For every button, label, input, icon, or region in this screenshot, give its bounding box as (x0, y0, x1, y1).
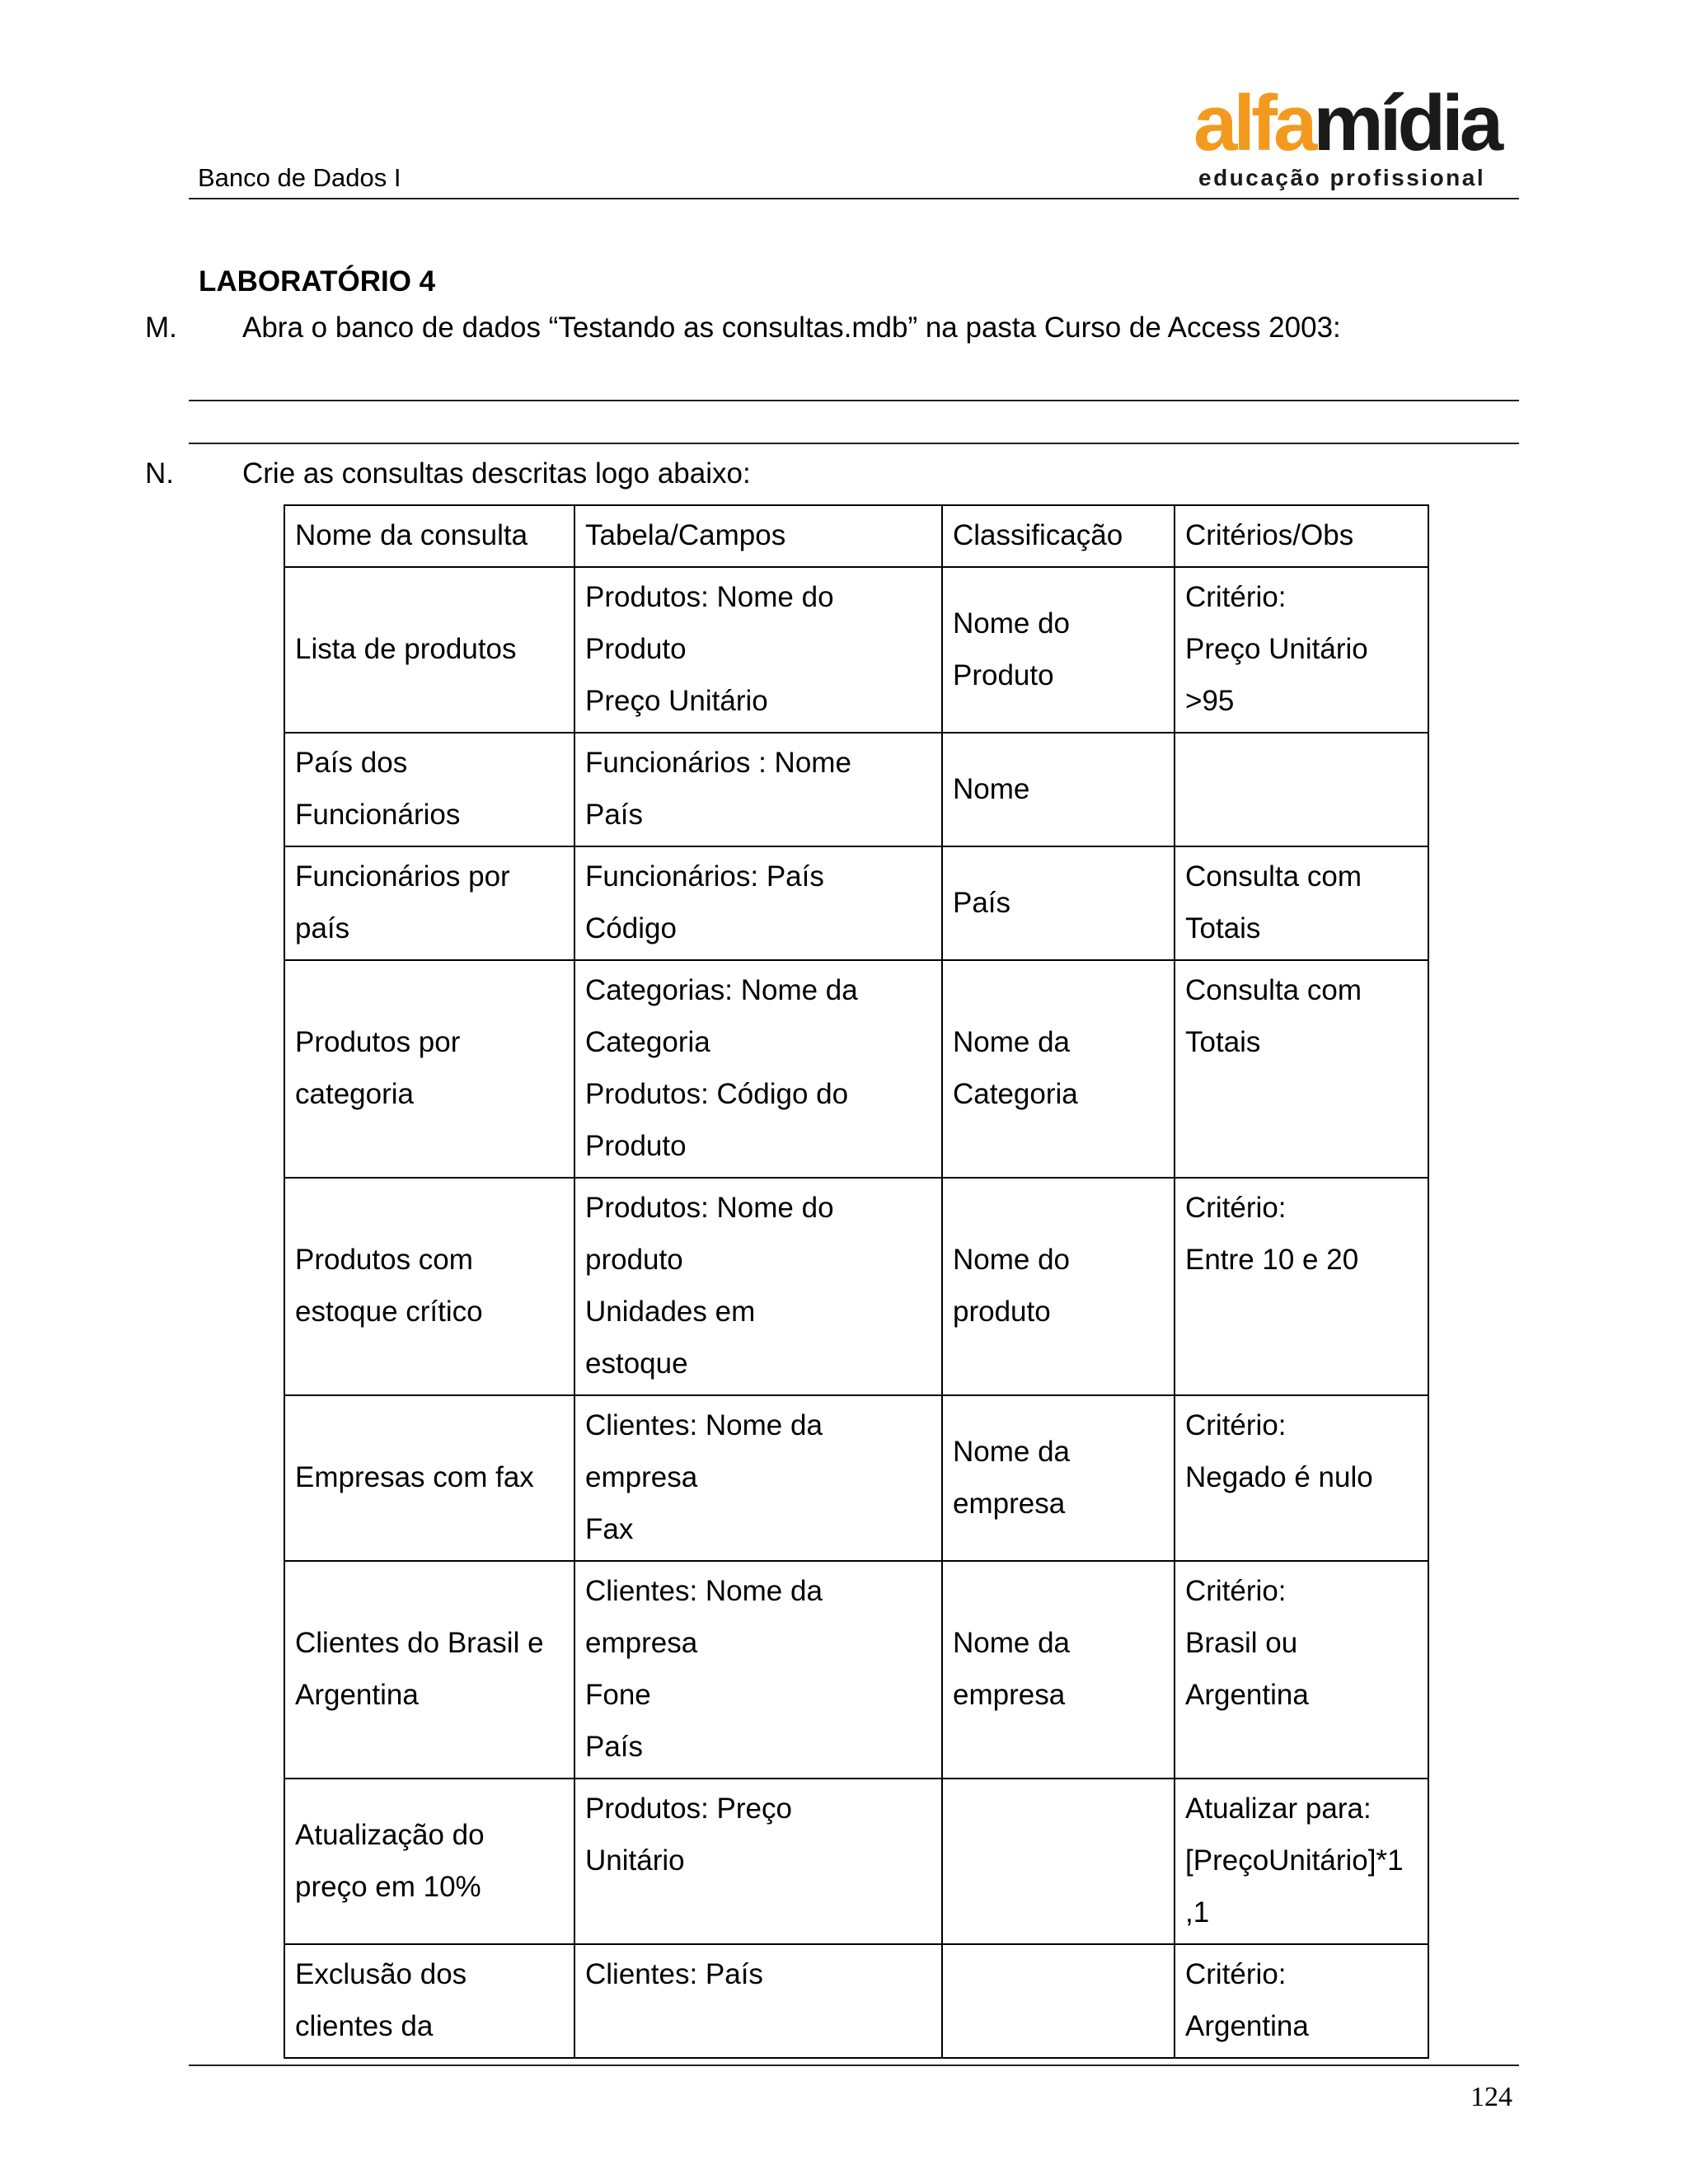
header-divider (189, 198, 1519, 199)
table-row (284, 1561, 1428, 1779)
table-cell: Produtos: Nome do Produto Preço Unitário (574, 567, 942, 733)
logo-tagline: educação profissional (1198, 165, 1486, 190)
page-number: 124 (1470, 2082, 1512, 2112)
table-cell (1175, 733, 1428, 846)
header-cell: Tabela/Campos (574, 505, 942, 567)
table-cell: Critério: Negado é nulo (1175, 1395, 1428, 1561)
table-cell: Produtos: Preço Unitário (574, 1779, 942, 1944)
table-cell: Lista de produtos (284, 567, 574, 733)
logo-wordmark: alfamídia (1193, 79, 1500, 167)
answer-line (189, 443, 1519, 444)
footer-divider (189, 2064, 1519, 2066)
item-marker-n: N. (145, 457, 174, 490)
table-cell: Critério: Argentina (1175, 1944, 1428, 2058)
table-row (284, 960, 1428, 1178)
table-cell: Exclusão dos clientes da (284, 1944, 574, 2058)
table-cell: Produtos: Nome do produto Unidades em estoque (574, 1178, 942, 1395)
table-cell: Clientes: País (574, 1944, 942, 2058)
item-text-n: Crie as consultas descritas logo abaixo: (242, 457, 751, 490)
table-cell: Atualização do preço em 10% (284, 1779, 574, 1944)
header-cell: Nome da consulta (284, 505, 574, 567)
table-cell: Categorias: Nome da Categoria Produtos: Código do Produto (574, 960, 942, 1178)
table-row (284, 567, 1428, 733)
table-cell: Critério: Preço Unitário >95 (1175, 567, 1428, 733)
table-row (284, 1944, 1428, 2058)
table-cell: Funcionários: País Código (574, 846, 942, 960)
table-cell: Nome da empresa (942, 1395, 1175, 1561)
table-cell: Funcionários por país (284, 846, 574, 960)
table-row (284, 733, 1428, 846)
table-cell: Critério: Brasil ou Argentina (1175, 1561, 1428, 1779)
table-cell: Consulta com Totais (1175, 846, 1428, 960)
table-row (284, 1779, 1428, 1944)
table-cell: Consulta com Totais (1175, 960, 1428, 1178)
table-cell: Produtos com estoque crítico (284, 1178, 574, 1395)
table-cell: Nome da Categoria (942, 960, 1175, 1178)
table-cell: Clientes: Nome da empresa Fax (574, 1395, 942, 1561)
table-header-row (284, 505, 1428, 567)
table-cell: Nome da empresa (942, 1561, 1175, 1779)
table-cell: Atualizar para: [PreçoUnitário]*1 ,1 (1175, 1779, 1428, 1944)
table-row (284, 1178, 1428, 1395)
header-cell: Critérios/Obs (1175, 505, 1428, 567)
header-title: Banco de Dados I (198, 163, 401, 192)
table-cell: País dos Funcionários (284, 733, 574, 846)
table-cell: Funcionários : Nome País (574, 733, 942, 846)
table-cell: Empresas com fax (284, 1395, 574, 1561)
table-cell (942, 1779, 1175, 1944)
item-marker-m: M. (145, 312, 177, 344)
table-row (284, 1395, 1428, 1561)
table-row (284, 846, 1428, 960)
table-cell: Nome do produto (942, 1178, 1175, 1395)
lab-title: LABORATÓRIO 4 (199, 265, 436, 298)
table-cell: Clientes: Nome da empresa Fone País (574, 1561, 942, 1779)
table-cell: Nome (942, 733, 1175, 846)
queries-table (284, 504, 1429, 2059)
table-cell (942, 1944, 1175, 2058)
table-cell: Critério: Entre 10 e 20 (1175, 1178, 1428, 1395)
table-cell: Clientes do Brasil e Argentina (284, 1561, 574, 1779)
table-cell: Produtos por categoria (284, 960, 574, 1178)
item-text-m: Abra o banco de dados “Testando as consultas.mdb” na pasta Curso de Access 2003: (242, 312, 1341, 344)
alfamidia-logo (1193, 79, 1515, 198)
table-cell: País (942, 846, 1175, 960)
header-cell: Classificação (942, 505, 1175, 567)
answer-line (189, 400, 1519, 401)
table-cell: Nome do Produto (942, 567, 1175, 733)
